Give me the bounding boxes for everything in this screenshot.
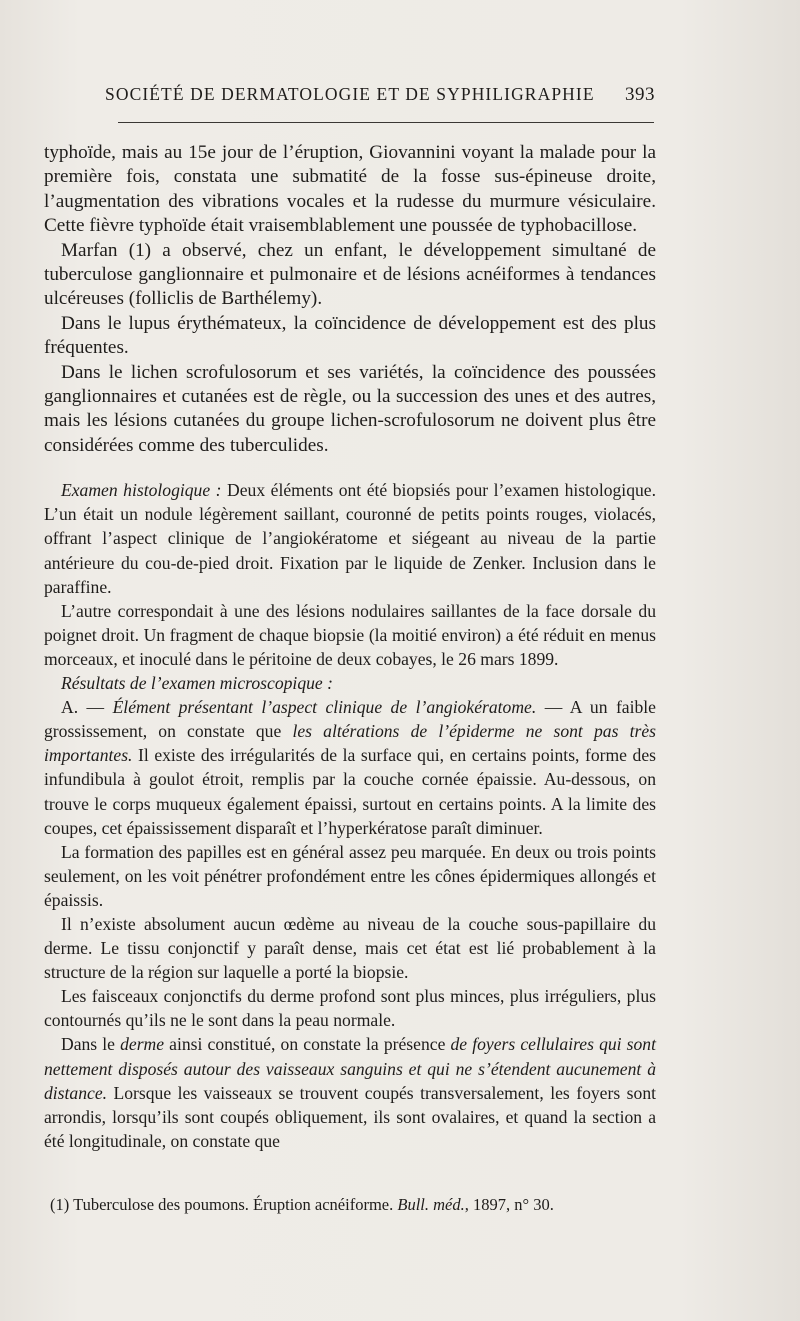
footnote-text: Tuberculose des poumons. Éruption acnéiforme. [69,1195,398,1214]
derme-italic-word: derme [120,1034,165,1055]
paragraph-element-a [44,695,656,840]
body-text [44,141,656,1153]
derme-text-a: Dans le [61,1034,121,1055]
paragraph-faisceaux: Les faisceaux conjonctifs du derme profond sont plus minces, plus irréguliers, plus contournés qu’ils ne le sont dans la peau normale. [44,986,656,1031]
paragraph-papilles: La formation des papilles est en général assez peu marquée. En deux ou trois points seulement, on les voit pénétrer profondément entre les cônes épidermiques allongés et épaissis. [44,841,656,910]
header-rule [118,122,654,123]
paragraph-derme [44,1032,656,1152]
header-title: SOCIÉTÉ DE DERMATOLOGIE ET DE SYPHILIGRAPHIE [105,84,595,104]
paragraph-lichen: Dans le lichen scrofulosorum et ses variétés, la coïncidence des poussées ganglionnaires et cutanées est de règle, ou la succession des unes et des autres, mais les lésions cutanées du groupe lichen-scrofulosorum ne doivent plus être considérées comme des tuberculides. [44,361,656,456]
footnote-citation: , 1897, n° 30. [464,1195,554,1214]
page-number: 393 [625,84,655,105]
paragraph-oedeme: Il n’existe absolument aucun œdème au niveau de la couche sous-papillaire du derme. Le tissu conjonctif y paraît dense, mais cet état est lié probablement à la structure de la région sur laquelle a porté la biopsie. [44,913,656,983]
paragraph-typhoid: typhoïde, mais au 15e jour de l’éruption, Giovannini voyant la malade pour la première fois, constata une submatité de la fosse sus-épineuse droite, l’augmentation des vibrations vocales et la rudesse du murmure vésiculaire. Cette fièvre typhoïde était vraisemblablement une poussée de typhobacillose. [44,142,656,237]
histology-text: Deux éléments ont été biopsiés pour l’examen histologique. L’un était un nodule légèrement saillant, couronné de petits points rouges, violacés, offrant l’aspect clinique de l’angiokératome et siégeant au niveau de la partie antérieure du cou-de-pied droit. Fixation par le liquide de Zenker. Inclusion dans le paraffine. [44,480,656,597]
footnote [50,1195,660,1215]
derme-text-e: Lorsque les vaisseaux se trouvent coupés transversalement, les foyers sont arrondis, lorsqu’ils sont coupés obliquement, ils sont ovalaires, et quand la section a été longitudinale, on constate que [44,1082,656,1151]
paragraph-second-biopsy: L’autre correspondait à une des lésions nodulaires saillantes de la face dorsale du poignet droit. Un fragment de chaque biopsie (la moitié environ) a été réduit en menus morceaux, et inoculé dans le péritoine de deux cobayes, le 26 mars 1899. [44,600,656,669]
element-a-text: — A un faible grossissement, on constate que [44,697,656,742]
paragraph-marfan: Marfan (1) a observé, chez un enfant, le développement simultané de tuberculose ganglionnaire et pulmonaire et de lésions acnéiformes à tendances ulcéreuses (folliclis de Barthélemy). [44,239,656,310]
results-heading [44,671,656,695]
results-heading-text: Résultats de l’examen microscopique : [61,673,333,694]
paragraph-lupus: Dans le lupus érythémateux, la coïncidence de développement est des plus fréquentes. [44,312,656,359]
running-header [105,84,655,110]
element-a-rest: Il existe des irrégularités de la surface qui, en certains points, forme des infundibula à goulot étroit, remplis par la couche cornée épaissie. Au-dessous, on trouve le corps muqueux également épaissi, surtout en certains points. A la limite des coupes, cet épaississement disparaît et l’hyperkératose paraît diminuer. [44,745,656,838]
element-a-emphasis: les altérations de l’épiderme ne sont pas très importantes. [44,721,656,766]
derme-emphasis: de foyers cellulaires qui sont nettement disposés autour des vaisseaux sanguins et qui ne s’étendent aucunement à distance. [44,1034,656,1103]
paragraph-histology [44,478,656,598]
footnote-marker: (1) [50,1195,70,1214]
element-a-label: A. — [61,697,113,718]
footnote-journal: Bull. méd. [397,1195,465,1214]
element-a-title: Élément présentant l’aspect clinique de l’angiokératome. [112,697,537,718]
derme-text-c: ainsi constitué, on constate la présence [164,1034,451,1055]
histology-heading: Examen histologique : [61,480,222,501]
